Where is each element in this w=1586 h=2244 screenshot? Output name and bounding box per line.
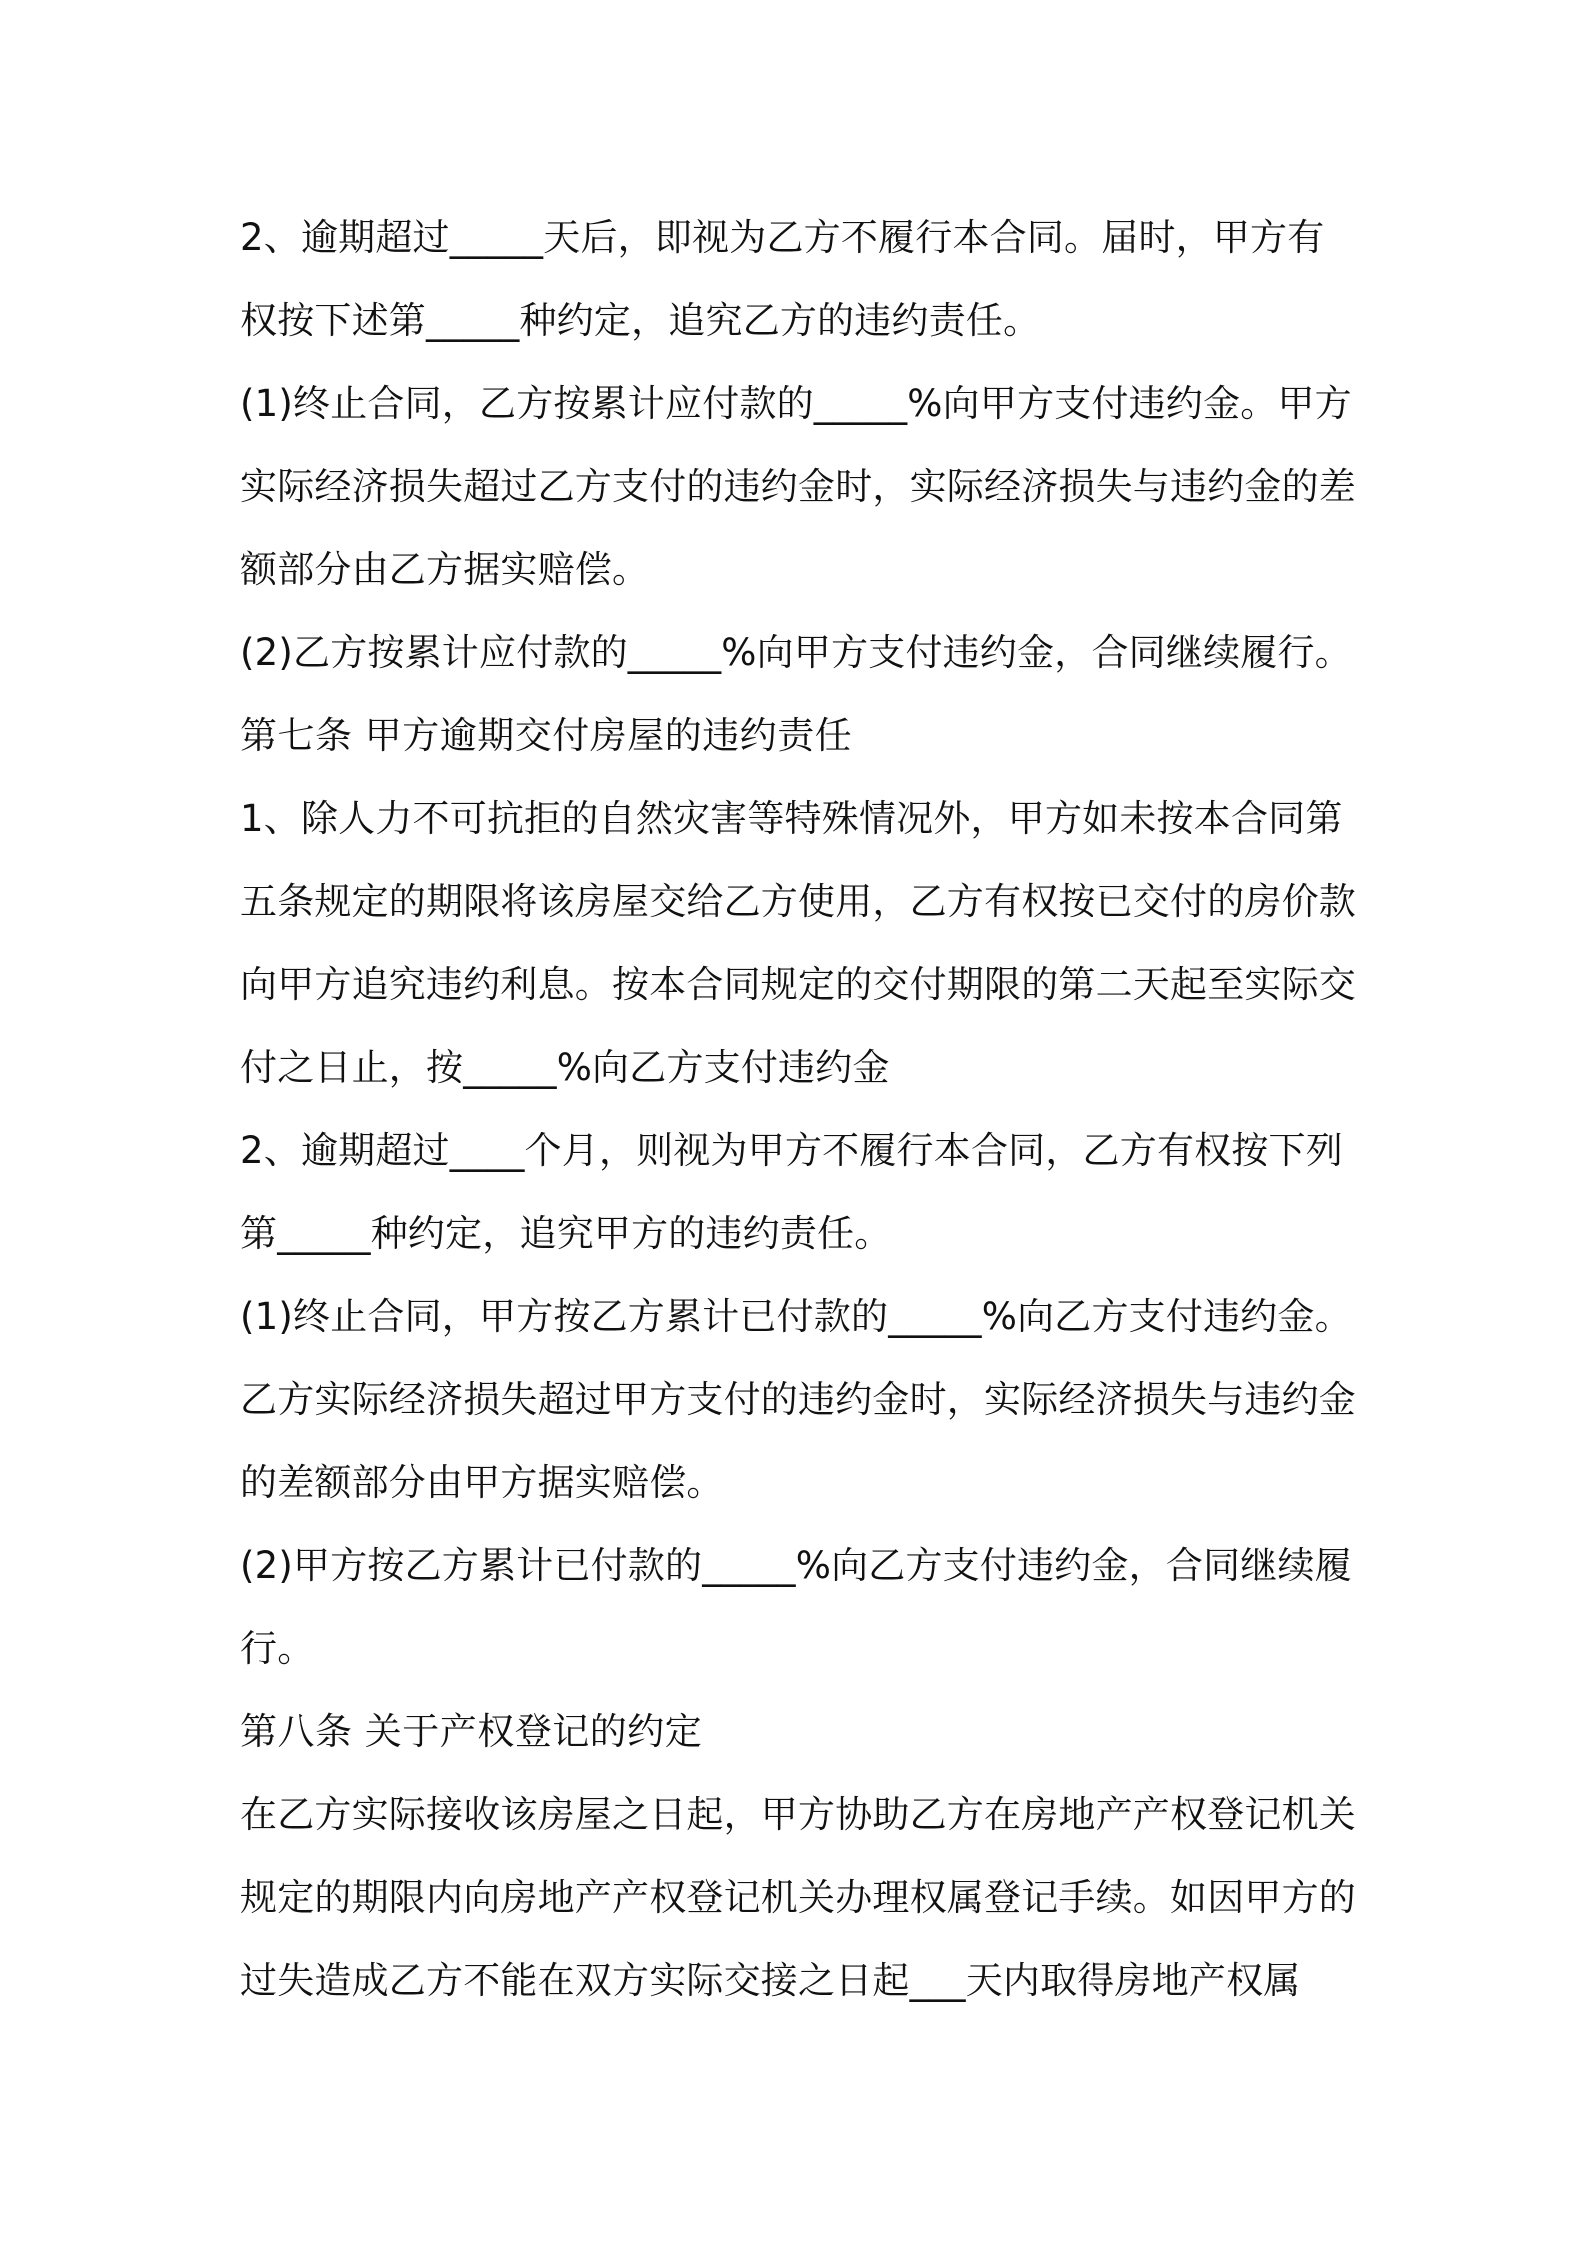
paragraph-line: (2)乙方按累计应付款的_____%向甲方支付违约金，合同继续履行。 (240, 631, 1352, 674)
paragraph-line: 1、除人力不可抗拒的自然灾害等特殊情况外，甲方如未按本合同第 (240, 797, 1343, 840)
paragraph-line: 五条规定的期限将该房屋交给乙方使用，乙方有权按已交付的房价款 (240, 880, 1356, 923)
paragraph-line: 的差额部分由甲方据实赔偿。 (240, 1461, 724, 1504)
paragraph-line: 实际经济损失超过乙方支付的违约金时，实际经济损失与违约金的差 (240, 465, 1356, 508)
paragraph-line: (2)甲方按乙方累计已付款的_____%向乙方支付违约金，合同继续履 (240, 1544, 1352, 1587)
paragraph-line: 在乙方实际接收该房屋之日起，甲方协助乙方在房地产产权登记机关 (240, 1793, 1356, 1836)
paragraph-line: 第_____种约定，追究甲方的违约责任。 (240, 1212, 892, 1255)
paragraph-line: (1)终止合同，乙方按累计应付款的_____%向甲方支付违约金。甲方 (240, 382, 1352, 425)
paragraph-line: 2、逾期超过____个月，则视为甲方不履行本合同，乙方有权按下列 (240, 1129, 1343, 1172)
paragraph-line: 行。 (240, 1627, 315, 1670)
document-body (240, 196, 1356, 2022)
paragraph-line: 额部分由乙方据实赔偿。 (240, 548, 650, 591)
section-heading-article-8: 第八条 关于产权登记的约定 (240, 1710, 703, 1753)
paragraph-line: 向甲方追究违约利息。按本合同规定的交付期限的第二天起至实际交 (240, 963, 1356, 1006)
paragraph-line: 权按下述第_____种约定，追究乙方的违约责任。 (240, 299, 1041, 342)
paragraph-line: 2、逾期超过_____天后，即视为乙方不履行本合同。届时，甲方有 (240, 216, 1325, 259)
paragraph-line: 过失造成乙方不能在双方实际交接之日起___天内取得房地产权属 (240, 1959, 1301, 2002)
paragraph-line: (1)终止合同，甲方按乙方累计已付款的_____%向乙方支付违约金。 (240, 1295, 1352, 1338)
paragraph-line: 付之日止，按_____%向乙方支付违约金 (240, 1046, 890, 1089)
paragraph-line: 乙方实际经济损失超过甲方支付的违约金时，实际经济损失与违约金 (240, 1378, 1356, 1421)
paragraph-line: 规定的期限内向房地产产权登记机关办理权属登记手续。如因甲方的 (240, 1876, 1356, 1919)
section-heading-article-7: 第七条 甲方逾期交付房屋的违约责任 (240, 714, 853, 757)
